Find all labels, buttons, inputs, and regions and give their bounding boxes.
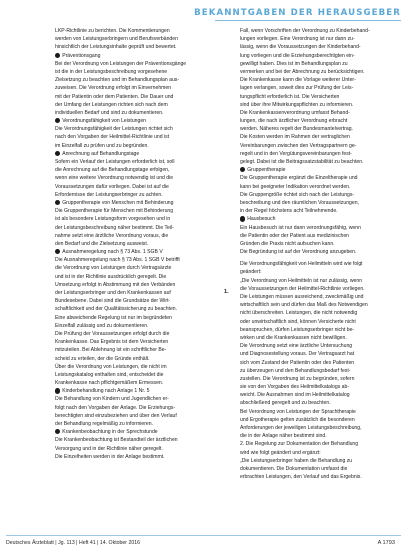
section-heading-text: Krankenbeobachtung in der Sprechstunde — [62, 429, 158, 436]
text-line: im Einzelfall zu prüfen und zu begründen. — [55, 142, 149, 149]
text-line: Eine abweichende Regelung ist nur im begründeten — [55, 314, 172, 321]
section-heading-text: Präventionsgang — [62, 52, 101, 59]
text-line: Die Gruppengröße richtet sich nach der Leistungs- — [240, 191, 355, 198]
bullet-icon — [240, 216, 245, 221]
text-line: Sofern ein Verlauf der Leistungen erforderlich ist, soll — [55, 159, 175, 165]
text-line: Erfordernisse der Leistungserbringer zu achten. — [55, 191, 163, 198]
text-line: Vereinbarungen zwischen den Vertragspartnern ge- — [240, 142, 357, 149]
text-line: die Anrechnung auf die Behandlungstage erfolgen, — [55, 167, 170, 174]
section-heading — [55, 428, 200, 436]
text-line: Die Ausnahmeregelung nach § 73 Abs. 1 SGB V betrifft — [55, 257, 180, 264]
section-heading-text: Verordnungsfähigkeit von Leistungen — [62, 118, 147, 125]
text-line: schaftlichkeit und der Qualitätssicherung zu beachten. — [55, 306, 178, 313]
bullet-icon — [55, 118, 60, 123]
text-line: werden von Leistungserbringern und Berufsverbänden — [55, 36, 178, 43]
text-line: Versorgung und in der Richtlinie näher geregelt. — [55, 445, 163, 452]
text-line: „Die Verordnung von Heilmitteln ist nur zulässig, wenn — [240, 277, 363, 284]
page-number: A 1793 — [377, 540, 395, 546]
section-heading — [55, 52, 200, 60]
text-line: zu überzeugen und den Behandlungsbedarf fest- — [240, 367, 351, 374]
text-line: Die Kosten werden im Rahmen der vertraglichen — [240, 134, 350, 141]
right-column-item — [240, 260, 390, 481]
text-line: die Voraussetzungen der Heilmittel-Richtlinie vorliegen. — [240, 285, 365, 292]
text-line: der Leistungserbringer und den Krankenkassen auf — [55, 290, 171, 296]
text-line: Die Verordnung setzt eine ärztliche Untersuchung — [240, 343, 353, 350]
text-line: regelt und in den Vergütungsvereinbarungen fest- — [240, 150, 352, 157]
right-column-top — [240, 27, 390, 256]
text-line: weicht. Die Ausnahmen sind im Heilmittelkatalog — [240, 392, 350, 399]
section-heading — [240, 215, 390, 223]
text-line: lagen verlangen, soweit dies zur Prüfung der Leis- — [240, 85, 354, 92]
text-line: sich vom Zustand der Patientin oder des Patienten — [240, 359, 355, 366]
text-line: nicht überschreiten. Leistungen, die nicht notwendig — [240, 310, 358, 317]
section-heading-text: Gruppentherapie — [247, 167, 286, 174]
text-line: gewilligt haben. Dies ist im Behandlungsplan zu — [240, 60, 348, 67]
footer-rule — [6, 535, 401, 536]
text-line: der Umfang der Leistungen richten sich nach dem — [55, 101, 168, 108]
text-line: beschreibung und den räumlichen Voraussetzungen, — [240, 199, 359, 206]
text-line: der Leistungsbeschreibung näher bestimmt. Die Teil- — [55, 224, 174, 231]
text-line: lungen, die nach ärztlicher Verordnung erbracht — [240, 118, 348, 125]
text-line: kann bei geeigneter Indikation verordnet werden. — [240, 183, 351, 190]
page-header — [0, 0, 407, 24]
page-footer — [0, 534, 407, 551]
text-line: der Behandlung regelmäßig zu informieren. — [55, 421, 153, 427]
text-line: den Bedarf und die Zielsetzung ausweist. — [55, 240, 149, 247]
text-line: Bei Verordnung von Leistungen der Sprachtherapie — [240, 408, 356, 415]
text-line: nach den Vorgaben der Heilmittel-Richtlinie und ist — [55, 134, 170, 141]
text-line: Leistungskatalog enthalten sind, entscheidet die — [55, 371, 164, 378]
text-line: Die Krankenkassenverordnung umfasst Behand- — [240, 109, 350, 116]
text-line: tungspflicht erforderlich ist. Die Versicherten — [240, 93, 340, 100]
item-number: 1. — [224, 289, 229, 295]
text-line: Über die Verordnung von Leistungen, die nicht im — [55, 363, 167, 370]
text-line: lung vorliegen und die Erziehungsberechtigten ein- — [240, 52, 355, 59]
section-heading-text: Gruppentherapie von Menschen mit Behinderung — [62, 199, 174, 206]
text-line: wird wie folgt geändert und ergänzt: — [240, 449, 321, 456]
section-heading — [240, 166, 390, 174]
text-line: Bei der Verordnung von Leistungen der Präventionsgänge — [55, 60, 187, 67]
text-line: Die Einzelheiten werden in der Anlage bestimmt. — [55, 453, 165, 460]
text-line: Voraussetzungen dafür vorliegen. Dabei ist auf die — [55, 183, 169, 190]
section-heading-text: Kinderbehandlung nach Anlage 1 Nr. 5 — [62, 388, 150, 395]
text-line: ist als besondere Leistungsform vorgesehen und in — [55, 216, 171, 223]
text-line: Krankenkasse nach pflichtgemäßem Ermessen. — [55, 380, 164, 387]
text-line: berechtigten sind einzubeziehen und über den Verlauf — [55, 412, 177, 419]
text-line: wirken und die Krankenkassen nicht bewilligen. — [240, 334, 347, 341]
text-line: zustellen. Die Verordnung ist zu begründen, sofern — [240, 375, 355, 382]
text-line: Die Begründung ist auf der Verordnung anzugeben. — [240, 249, 357, 256]
bullet-icon — [55, 429, 60, 434]
bullet-icon — [55, 151, 60, 156]
bullet-icon — [55, 53, 60, 58]
text-line: 2. Die Regelung zur Dokumentation der Behandlung — [240, 441, 359, 448]
text-line: ist die in der Leistungsbeschreibung vorgesehene — [55, 68, 168, 75]
text-line: Die Krankenbeobachtung ist Bestandteil der ärztlichen — [55, 437, 178, 444]
section-heading-text: Anrechnung auf Behandlungstage — [62, 150, 140, 157]
text-line: Die Gruppentherapie ergänzt die Einzeltherapie und — [240, 175, 358, 182]
text-line: individuellen Bedarf und sind zu dokumentieren. — [55, 109, 164, 116]
text-line: Die Verordnungsfähigkeit von Heilmitteln wird wie folgt — [240, 261, 363, 268]
text-line: nahme setzt eine ärztliche Verordnung voraus, die — [55, 232, 169, 239]
text-line: die Patientin oder der Patient aus medizinischen — [240, 232, 350, 239]
bullet-icon — [55, 200, 60, 205]
text-line: beanspruchen, dürfen Leistungserbringer nicht be- — [240, 326, 355, 333]
text-line: gelegt. Dabei ist die Beitragssatzstabilität zu beachten. — [240, 159, 364, 165]
text-line: Die Behandlung von Kindern und Jugendlichen er- — [55, 396, 169, 403]
text-line: scheid zu erteilen, der die Gründe enthält. — [55, 355, 150, 362]
text-line: sie von den Vorgaben des Heilmittelkatalogs ab- — [240, 384, 350, 391]
text-line: mitzuteilen. Bei Ablehnung ist ein schriftlicher Be- — [55, 347, 167, 354]
text-line: Die Gruppentherapie für Menschen mit Behinderung — [55, 208, 174, 215]
text-line: zuweisen. Die Verordnung erfolgt im Einvernehmen — [55, 85, 172, 92]
left-column — [55, 27, 200, 530]
text-line: in der Regel höchstens acht Teilnehmende. — [240, 208, 338, 215]
text-line: Die Verordnungsfähigkeit der Leistungen richtet sich — [55, 126, 173, 133]
text-line: geändert: — [240, 269, 262, 276]
text-line: abschließend geregelt und zu beachten. — [240, 400, 331, 407]
text-line: lässig, wenn die Voraussetzungen der Kinderbehand- — [240, 44, 361, 51]
text-line: und Diagnosestellung voraus. Der Vertragsarzt hat — [240, 351, 355, 358]
text-line: Ein Hausbesuch ist nur dann verordnungsfähig, wenn — [240, 224, 361, 231]
text-line: Zielsetzung zu beachten und im Behandlungsplan aus- — [55, 77, 180, 84]
text-line: Umsetzung erfolgt in Abstimmung mit den Verbänden — [55, 281, 176, 288]
text-line: Die Krankenkasse kann die Vorlage weiterer Unter- — [240, 77, 356, 84]
text-line: Die Leistungen müssen ausreichend, zweckmäßig und — [240, 294, 364, 300]
text-line: wenn eine weitere Verordnung notwendig ist und die — [55, 175, 174, 182]
text-line: folgt nach den Vorgaben der Anlage. Die Erziehungs- — [55, 404, 176, 411]
text-line: lungen vorliegen. Eine Verordnung ist nur dann zu- — [240, 36, 355, 43]
text-line: die in der Anlage näher bestimmt sind. — [240, 433, 327, 440]
text-line: mit der Patientin oder dem Patienten. Die Dauer und — [55, 93, 174, 100]
header-rule — [215, 20, 401, 21]
text-line: und ist in der Richtlinie ausdrücklich geregelt. Die — [55, 273, 167, 280]
footer-source: Deutsches Ärzteblatt | Jg. 113 | Heft 41 | 14. Oktober 2016 — [6, 540, 140, 546]
bullet-icon — [55, 388, 60, 393]
text-line: werden. Näheres regelt der Bundesmantelvertrag. — [240, 126, 353, 133]
text-line: sind über ihre Mitwirkungspflichten zu informieren. — [240, 101, 354, 108]
text-line: hinsichtlich der Leistungsinhalte geprüft und bewertet. — [55, 44, 177, 51]
text-line: und Ergotherapie gelten zusätzlich die besonderen — [240, 416, 355, 423]
section-heading-text: Ausnahmeregelung nach § 73 Abs. 1 SGB V — [62, 249, 163, 256]
section-heading — [55, 199, 200, 207]
section-heading — [55, 150, 200, 158]
section-title: BEKANNTGABEN DER HERAUSGEBER — [194, 8, 401, 18]
text-line: die Verordnung von Leistungen durch Vertragsärzte — [55, 265, 172, 272]
text-line: „Die Leistungserbringer haben die Behandlung zu — [240, 457, 353, 464]
text-line: erbrachten Leistungen, den Verlauf und das Ergebnis. — [240, 474, 362, 481]
bullet-icon — [240, 167, 245, 172]
text-line: dokumentieren. Die Dokumentation umfasst die — [240, 465, 348, 472]
text-line: wirtschaftlich sein und dürfen das Maß des Notwendigen — [240, 302, 368, 309]
section-heading — [55, 387, 200, 395]
text-line: oder unwirtschaftlich sind, können Versicherte nicht — [240, 318, 356, 325]
section-heading-text: Hausbesuch — [247, 216, 276, 223]
text-line: Fall, wenn Vorschriften der Verordnung zu Kinderbehand- — [240, 28, 370, 34]
text-line: Bundesebene. Dabei sind die Grundsätze der Wirt- — [55, 298, 171, 305]
text-line: Einzelfall zulässig und zu dokumentieren. — [55, 322, 149, 329]
text-line: Krankenkasse. Das Ergebnis ist dem Versicherten — [55, 339, 169, 346]
text-line: Gründen die Praxis nicht aufsuchen kann. — [240, 240, 335, 247]
text-line: Die Prüfung der Voraussetzungen erfolgt durch die — [55, 330, 170, 337]
text-line: Anforderungen der jeweiligen Leistungsbeschreibung, — [240, 425, 362, 431]
text-line: vermerken und bei der Abrechnung zu berücksichtigen. — [240, 68, 365, 75]
right-column — [240, 27, 390, 530]
section-heading — [55, 248, 200, 256]
section-heading — [55, 117, 200, 125]
bullet-icon — [55, 249, 60, 254]
text-line: LKP-Richtlinie zu berichten. Die Kommentierungen — [55, 28, 170, 34]
